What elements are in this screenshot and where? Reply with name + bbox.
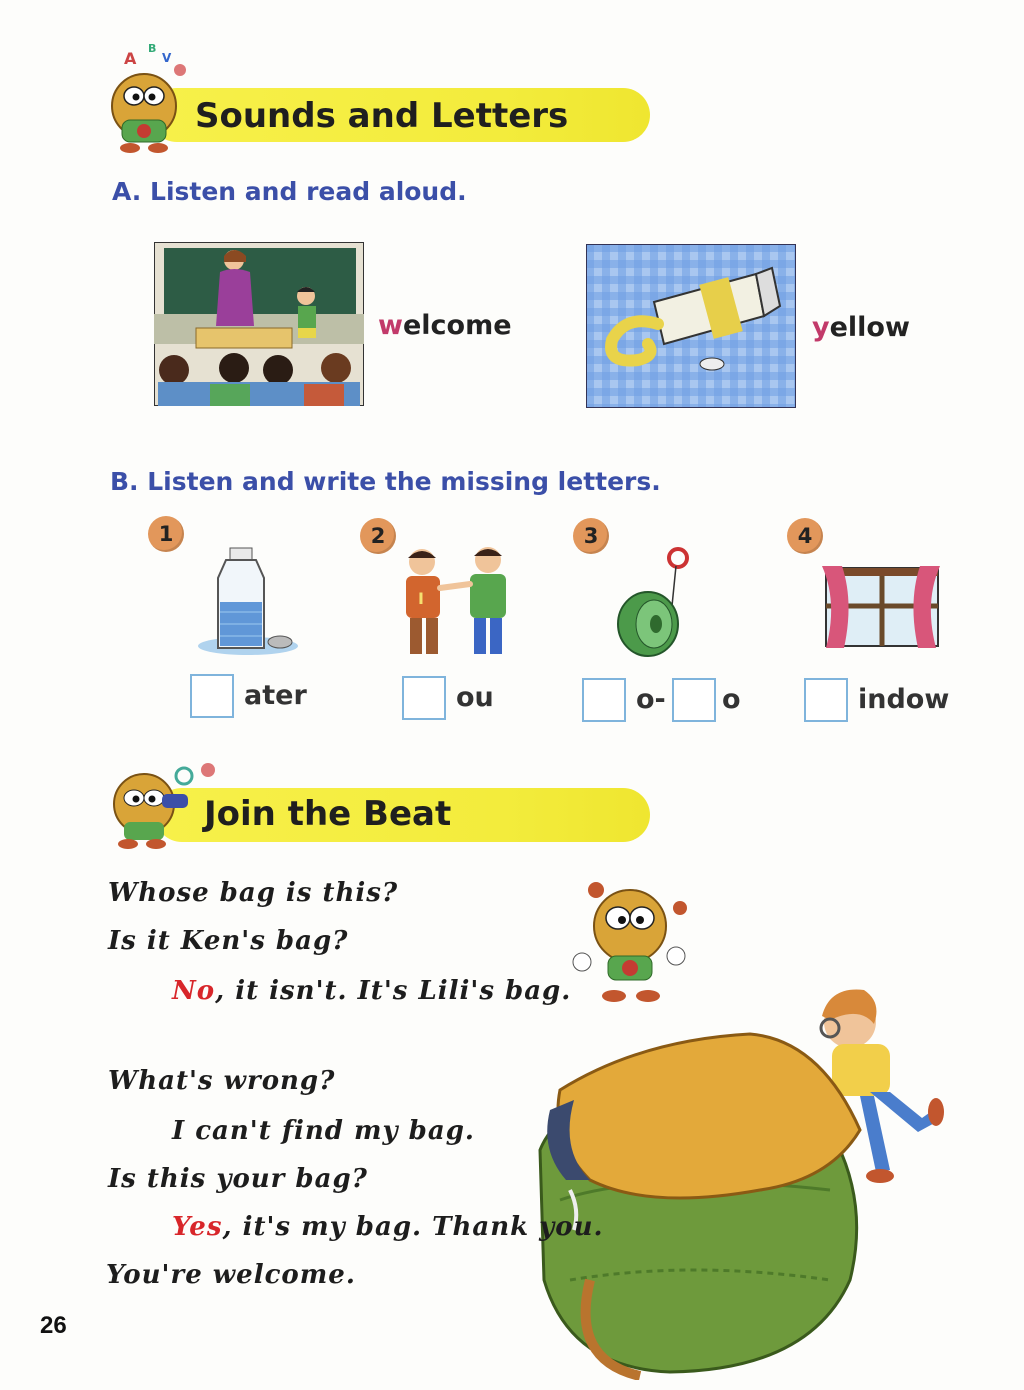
word-yellow-rest: ellow [829, 312, 910, 343]
word-o-dash: o- [636, 684, 666, 715]
svg-text:B: B [148, 42, 157, 55]
part-b-heading: B. Listen and write the missing letters. [110, 467, 661, 496]
chant-no: No [172, 976, 216, 1006]
classroom-illustration [154, 242, 364, 406]
mascot-icon [100, 40, 195, 155]
page-number: 26 [40, 1312, 67, 1339]
yo-yo-icon [614, 544, 698, 660]
word-ater: ater [244, 680, 307, 711]
chant-yes: Yes [172, 1212, 223, 1242]
part-a-heading: A. Listen and read aloud. [112, 177, 467, 206]
word-welcome-letter: w [378, 310, 403, 341]
svg-text:V: V [162, 51, 172, 65]
word-ou: ou [456, 682, 494, 713]
word-indow: indow [858, 684, 950, 715]
section-title-sounds-letters: Sounds and Letters [195, 96, 569, 136]
word-o: o [722, 684, 741, 715]
word-yellow-letter: y [812, 312, 830, 343]
word-yellow [812, 312, 910, 343]
mascot-waving-icon [568, 878, 688, 1008]
answer-box-2[interactable] [402, 676, 446, 720]
chant-line-2: Is it Ken's bag? [108, 926, 349, 956]
answer-box-1[interactable] [190, 674, 234, 718]
item-number-2: 2 [360, 518, 396, 554]
answer-box-3a[interactable] [582, 678, 626, 722]
answer-box-3b[interactable] [672, 678, 716, 722]
chant-line-5: I can't find my bag. [172, 1116, 475, 1146]
word-welcome [378, 310, 512, 341]
item-number-4: 4 [787, 518, 823, 554]
paint-tube-illustration [586, 244, 796, 408]
water-bottle-icon [198, 546, 302, 658]
section-title-join-beat: Join the Beat [204, 794, 452, 834]
svg-text:A: A [124, 49, 137, 68]
item-number-1: 1 [148, 516, 184, 552]
chant-line-3 [172, 976, 571, 1006]
word-welcome-rest: elcome [402, 310, 512, 341]
bag-boy-illustration [530, 980, 950, 1380]
chant-line-3-rest: , it isn't. It's Lili's bag. [215, 976, 572, 1006]
window-icon [820, 562, 942, 650]
item-number-3: 3 [573, 518, 609, 554]
chant-line-7-rest: , it's my bag. Thank you. [222, 1212, 604, 1242]
chant-line-1: Whose bag is this? [108, 878, 399, 908]
chant-line-8: You're welcome. [106, 1260, 356, 1290]
chant-line-6: Is this your bag? [108, 1164, 368, 1194]
chant-line-4: What's wrong? [108, 1066, 336, 1096]
answer-box-4[interactable] [804, 678, 848, 722]
chant-line-7 [172, 1212, 604, 1242]
two-boys-icon [396, 544, 516, 662]
svg-text:I: I [418, 589, 424, 608]
